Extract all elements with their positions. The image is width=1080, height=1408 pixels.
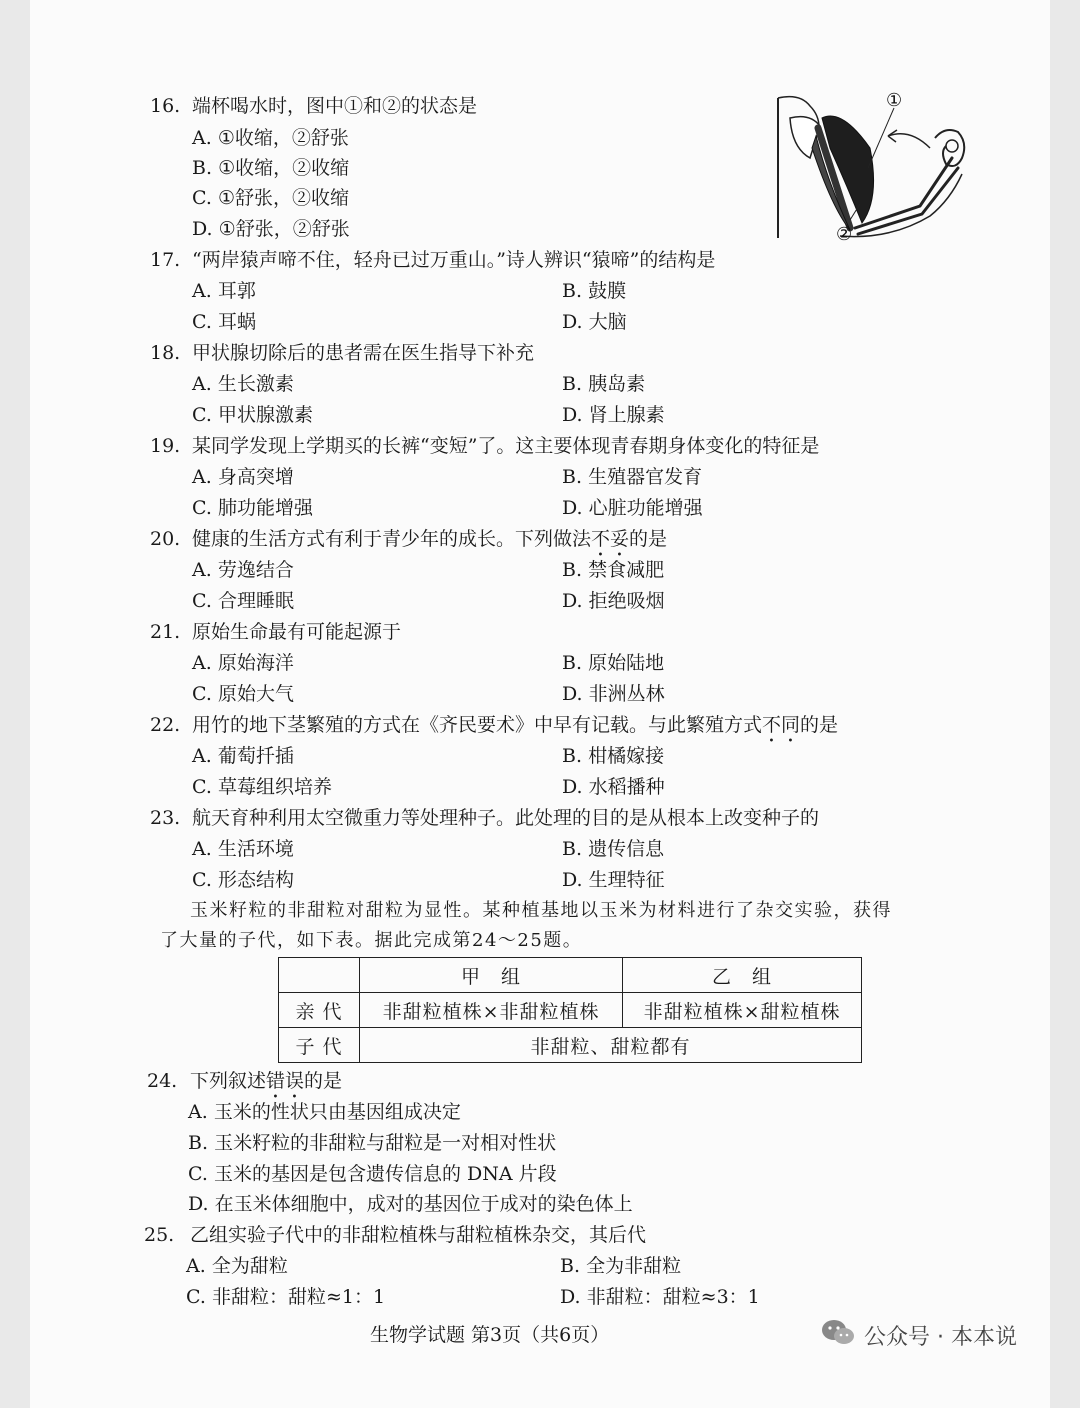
question-number: 23.	[150, 807, 181, 829]
option-text: 柑橘嫁接	[588, 745, 665, 767]
question-stem: 用竹的地下茎繁殖的方式在《齐民要术》中早有记载。与此繁殖方式不同的是	[192, 714, 839, 736]
option-label: D.	[192, 218, 213, 240]
table-row	[279, 993, 862, 1028]
option-text: ①收缩，②舒张	[217, 127, 349, 149]
option-text: 拒绝吸烟	[588, 590, 665, 612]
question-number: 24.	[147, 1070, 178, 1092]
option-text: 心脏功能增强	[588, 497, 703, 519]
option-label: C.	[192, 683, 212, 705]
option-text: 非洲丛林	[588, 683, 665, 705]
option-label: D.	[562, 683, 583, 705]
option-text: 肺功能增强	[217, 497, 313, 519]
question-stem: “两岸猿声啼不住，轻舟已过万重山。”诗人辨识“猿啼”的结构是	[192, 249, 716, 271]
option-text: 胰岛素	[588, 373, 646, 395]
question-number: 16.	[150, 95, 181, 117]
option-label: D.	[562, 869, 583, 891]
table-cell: 非甜粒植株×非甜粒植株	[360, 993, 623, 1028]
option-label: B.	[562, 280, 583, 302]
exam-page	[30, 0, 1050, 1408]
option-label: A.	[192, 838, 212, 860]
option-text: 遗传信息	[588, 838, 665, 860]
option-text: 生殖器官发育	[588, 466, 703, 488]
question-number: 21.	[150, 621, 181, 643]
question-stem: 甲状腺切除后的患者需在医生指导下补充	[192, 342, 535, 364]
cross-experiment-table	[278, 957, 862, 1063]
option-label: D.	[188, 1193, 209, 1215]
option-text: 耳蜗	[217, 311, 256, 333]
option-label: D.	[562, 311, 583, 333]
option-label: C.	[186, 1286, 206, 1308]
option-text: 在玉米体细胞中，成对的基因位于成对的染色体上	[214, 1193, 633, 1215]
wechat-icon	[820, 1318, 856, 1348]
option-label: A.	[192, 127, 212, 149]
option-text: 非甜粒：甜粒≈3：1	[586, 1286, 760, 1308]
option-text: 禁食减肥	[588, 559, 665, 581]
table-cell: 非甜粒植株×甜粒植株	[623, 993, 862, 1028]
option-label: C.	[192, 187, 212, 209]
option-label: B.	[562, 466, 583, 488]
option-text: 玉米的基因是包含遗传信息的 DNA 片段	[213, 1163, 557, 1185]
option-label: B.	[192, 157, 213, 179]
intro-passage-line2: 了大量的子代，如下表。据此完成第24～25题。	[160, 930, 583, 951]
option-text: 肾上腺素	[588, 404, 665, 426]
figure-label-1: ①	[886, 90, 903, 111]
question-stem: 下列叙述错误的是	[190, 1070, 343, 1092]
option-text: 鼓膜	[588, 280, 627, 302]
option-text: 全为甜粒	[211, 1255, 288, 1277]
option-text: 葡萄扦插	[217, 745, 294, 767]
option-label: D.	[560, 1286, 581, 1308]
option-label: A.	[192, 466, 212, 488]
question-number: 18.	[150, 342, 181, 364]
intro-passage-line1: 玉米籽粒的非甜粒对甜粒为显性。某种植基地以玉米为材料进行了杂交实验，获得	[190, 900, 892, 921]
question-stem: 乙组实验子代中的非甜粒植株与甜粒植株杂交，其后代	[190, 1224, 647, 1246]
question-stem: 航天育种利用太空微重力等处理种子。此处理的目的是从根本上改变种子的	[192, 807, 820, 829]
option-text: 水稻播种	[588, 776, 665, 798]
option-text: 身高突增	[217, 466, 294, 488]
option-text: ①舒张，②舒张	[218, 218, 350, 240]
question-number: 20.	[150, 528, 181, 550]
question-stem: 原始生命最有可能起源于	[192, 621, 402, 643]
option-label: A.	[192, 652, 212, 674]
option-text: ①收缩，②收缩	[218, 157, 350, 179]
option-text: 劳逸结合	[217, 559, 294, 581]
option-text: 合理睡眠	[217, 590, 294, 612]
option-label: B.	[188, 1132, 209, 1154]
option-label: B.	[562, 838, 583, 860]
table-header-row	[279, 958, 862, 993]
option-label: A.	[186, 1255, 206, 1277]
table-header-group-a: 甲 组	[360, 958, 623, 993]
figure-label-2: ②	[836, 224, 853, 245]
option-label: C.	[192, 311, 212, 333]
option-text: 甲状腺激素	[217, 404, 313, 426]
option-label: A.	[192, 373, 212, 395]
option-label: A.	[188, 1101, 208, 1123]
question-stem: 某同学发现上学期买的长裤“变短”了。这主要体现青春期身体变化的特征是	[192, 435, 820, 457]
option-label: D.	[562, 404, 583, 426]
page-footer: 生物学试题 第3页（共6页）	[370, 1324, 610, 1346]
option-label: B.	[562, 373, 583, 395]
option-text: 玉米的性状只由基因组成决定	[213, 1101, 461, 1123]
option-label: B.	[560, 1255, 581, 1277]
table-cell: 子 代	[279, 1028, 360, 1063]
option-text: ①舒张，②收缩	[217, 187, 349, 209]
table-cell: 非甜粒、甜粒都有	[360, 1028, 862, 1063]
watermark-text: 公众号 · 本本说	[864, 1325, 1017, 1350]
option-text: 原始陆地	[588, 652, 665, 674]
question-stem: 健康的生活方式有利于青少年的成长。下列做法不妥的是	[192, 528, 668, 550]
table-row	[279, 1028, 862, 1063]
option-label: D.	[562, 497, 583, 519]
option-label: B.	[562, 559, 583, 581]
option-text: 生长激素	[217, 373, 294, 395]
option-label: D.	[562, 590, 583, 612]
option-text: 原始大气	[217, 683, 294, 705]
option-text: 大脑	[588, 311, 627, 333]
option-text: 草莓组织培养	[217, 776, 332, 798]
table-cell: 亲 代	[279, 993, 360, 1028]
question-number: 22.	[150, 714, 181, 736]
option-text: 玉米籽粒的非甜粒与甜粒是一对相对性状	[214, 1132, 557, 1154]
arm-muscle-figure	[770, 88, 970, 248]
option-text: 原始海洋	[217, 652, 294, 674]
option-label: C.	[192, 404, 212, 426]
table-header-group-b: 乙 组	[623, 958, 862, 993]
option-text: 全为非甜粒	[586, 1255, 682, 1277]
question-stem: 端杯喝水时，图中①和②的状态是	[192, 95, 478, 117]
option-text: 生理特征	[588, 869, 665, 891]
option-label: A.	[192, 745, 212, 767]
option-label: C.	[192, 869, 212, 891]
option-label: C.	[192, 590, 212, 612]
option-label: D.	[562, 776, 583, 798]
option-label: A.	[192, 280, 212, 302]
question-number: 25.	[144, 1224, 175, 1246]
option-text: 耳郭	[217, 280, 256, 302]
question-number: 19.	[150, 435, 181, 457]
option-text: 形态结构	[217, 869, 294, 891]
option-text: 非甜粒：甜粒≈1：1	[211, 1286, 386, 1308]
option-label: B.	[562, 745, 583, 767]
question-number: 17.	[150, 249, 181, 271]
option-label: C.	[188, 1163, 208, 1185]
option-label: C.	[192, 497, 212, 519]
option-label: C.	[192, 776, 212, 798]
option-label: A.	[192, 559, 212, 581]
option-label: B.	[562, 652, 583, 674]
table-cell	[279, 958, 360, 993]
option-text: 生活环境	[217, 838, 294, 860]
